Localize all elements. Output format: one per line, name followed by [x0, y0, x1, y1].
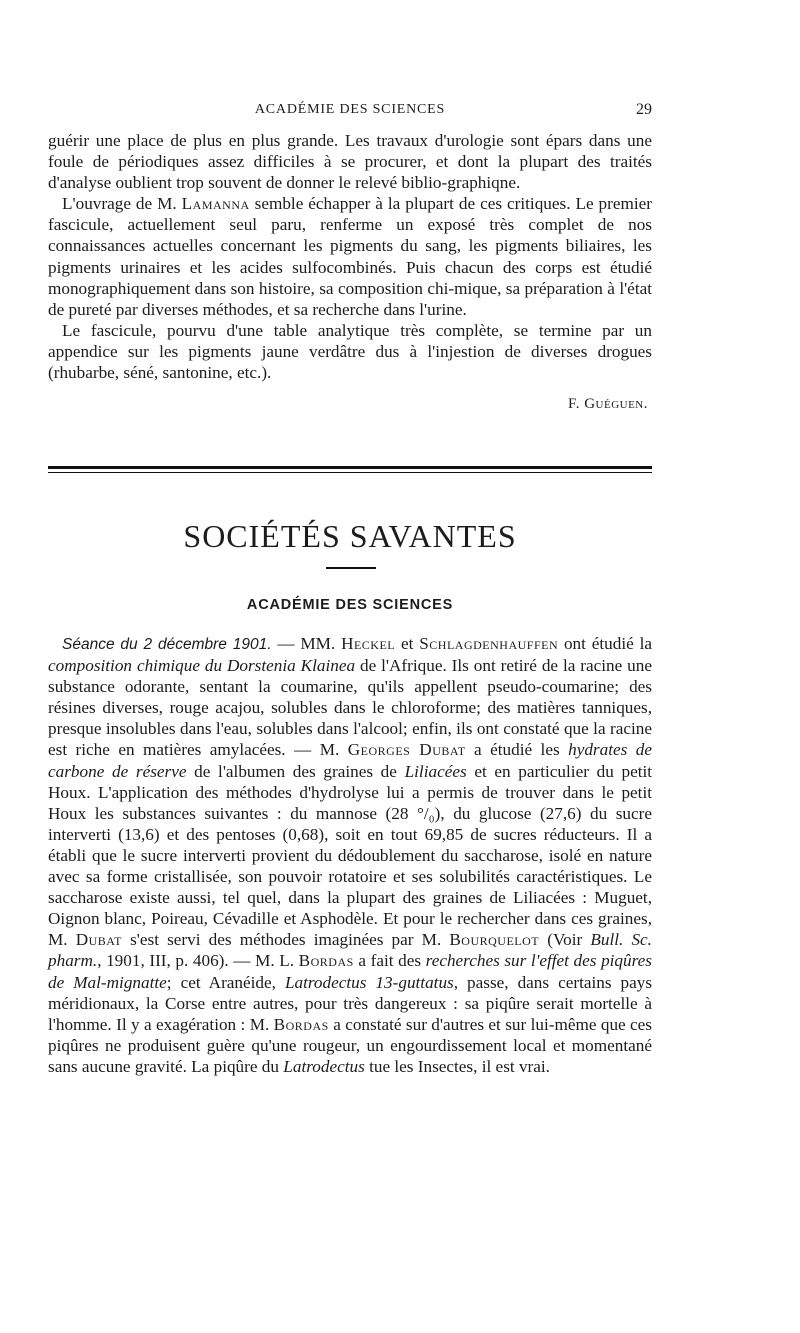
review-paragraph-3-text: Le fascicule, pourvu d'une table analytique très complète, se termine par un appendice sur les pigments jaune verdâtre dus à l'injestion de diverses drogues (rhubarbe, séné, santonine, etc.). — [48, 320, 652, 383]
review-signature — [48, 393, 652, 415]
review-paragraph-continuation — [48, 130, 652, 193]
taxon-latrodectus: Latrodectus — [283, 1056, 365, 1076]
session-date: Séance du 2 décembre 1901. — [62, 636, 272, 653]
report-paragraph — [48, 633, 652, 1077]
divider-thick-line — [48, 466, 652, 469]
section-title: SOCIÉTÉS SAVANTES — [183, 518, 517, 554]
running-title: ACADÉMIE DES SCIENCES — [254, 102, 446, 117]
page-number: 29 — [636, 101, 652, 118]
report-text-5: a étudié les — [465, 740, 569, 760]
study-title-malmignatte: recherches sur l'effet des piqûres de Mal-mignatte — [48, 951, 652, 992]
review-paragraph-2-body: semble échapper à la plupart de ces critiques. Le premier fascicule, actuellement seul paru, renferme un exposé très complet de nos connaissances actuelles concernant les pigments du sang, les pigments biliaires, les pigments urinaires et les acides sulfocombinés. Puis chacun des corps est étudié monographiquement dans son histoire, sa composition chi-mique, sa préparation à l'état de pureté par diverses méthodes, et sa recherche dans l'urine. — [48, 194, 652, 319]
scientist-name-bordas: Bordas — [298, 951, 354, 971]
report-text-14: a constaté sur d'autres et sur lui-même que ces piqûres ne produisent guère qu'une rougeur, un engourdissement local et momentané sans aucune gravité. La piqûre du — [48, 1014, 652, 1076]
report-text-10: , 1901, III, p. 406). — M. L. — [97, 951, 299, 971]
scientist-name-bordas-2: Bordas — [273, 1014, 329, 1034]
report-text-15: tue les Insectes, il est vrai. — [364, 1056, 550, 1076]
report-text-11: a fait des — [353, 951, 426, 971]
section-subheading: ACADÉMIE DES SCIENCES — [246, 597, 454, 613]
report-text-1: — MM. — [271, 634, 342, 653]
scientist-name-bourquelot: Bourquelot — [449, 930, 540, 950]
review-paragraph-2 — [48, 193, 652, 320]
scientist-name-schlagdenhauffen: Schlagdenhauffen — [419, 634, 559, 653]
review-paragraph-3 — [48, 320, 652, 383]
review-text — [48, 130, 652, 430]
academy-report — [48, 633, 652, 1077]
study-title-hydrates: hydrates de carbone de réserve — [48, 740, 652, 781]
report-text-4: de l'Afrique. Ils ont retiré de la racine une substance odorante, sentant la coumarine, qu'ils appellent pseudo-coumarine; des résines diverses, rouge acajou, solubles dans le chloroforme; des matières tanniques, presque insolubles dans l'eau, solubles dans l'alcool; enfin, ils ont constaté que la racine est riche en matières amylacées. — M. — [48, 656, 652, 760]
title-rule — [326, 567, 376, 569]
report-text-6: de l'albumen des graines de — [186, 761, 405, 781]
taxon-liliacees: Liliacées — [404, 761, 467, 781]
signature-initial: F. — [568, 396, 585, 413]
scientist-name-heckel: Heckel — [341, 634, 396, 653]
study-title-dorstenia: composition chimique du Dorstenia Klainea — [48, 656, 356, 676]
running-head — [48, 98, 652, 122]
section-divider — [48, 466, 652, 474]
scientist-name-dubat: Georges Dubat — [347, 740, 466, 760]
report-text-12: ; cet Aranéide, — [166, 972, 285, 992]
report-text-7: et en particulier du petit Houx. L'application des méthodes d'hydrolyse lui a permis de trouver dans le petit Houx les substances suivantes : du mannose (28 °/₀), du glucose (27,6) du sucre interverti (13,6) et des pentoses (0,68), soit en tout 69,85 de sucres réducteurs. Il a établi que le sucre interverti provient du dédoublement du saccharose, isolé en nature avec sa forme cristallisée, son pouvoir rotatoire et ses solubilités caractéristiques. Le saccharose existe aussi, tel quel, dans la plupart des graines de Liliacées : Muguet, Oignon blanc, Poireau, Cévadille et Asphodèle. Et pour le rechercher dans ces graines, M. — [48, 761, 653, 950]
review-paragraph-1-text: guérir une place de plus en plus grande. Les travaux d'urologie sont épars dans une foule de périodiques assez difficiles à se procurer, et dont la plupart des traités d'analyse oublient trop souvent de donner le relevé biblio-graphiqne. — [48, 131, 652, 193]
book-page — [48, 0, 652, 1333]
author-name: Lamanna — [181, 194, 250, 214]
taxon-latrodectus-13-guttatus: Latrodectus 13-guttatus — [284, 972, 454, 992]
journal-citation: Bull. Sc. pharm. — [48, 930, 652, 971]
report-text-8: s'est servi des méthodes imaginées par M. — [121, 930, 450, 950]
report-text-3: ont étudié la — [558, 634, 652, 653]
report-text-13: , passe, dans certains pays méridionaux, la Corse entre autres, pour très dangereux : sa piqûre serait mortelle à l'homme. Il y a exagération : M. — [48, 972, 653, 1034]
signature-name: Guéguen. — [584, 396, 648, 413]
scientist-name-dubat-2: Dubat — [75, 930, 122, 950]
report-text-9: (Voir — [539, 930, 591, 950]
divider-thin-line — [48, 472, 652, 473]
report-text-2: et — [395, 634, 420, 653]
review-paragraph-2-lead: L'ouvrage de M. — [62, 194, 182, 214]
